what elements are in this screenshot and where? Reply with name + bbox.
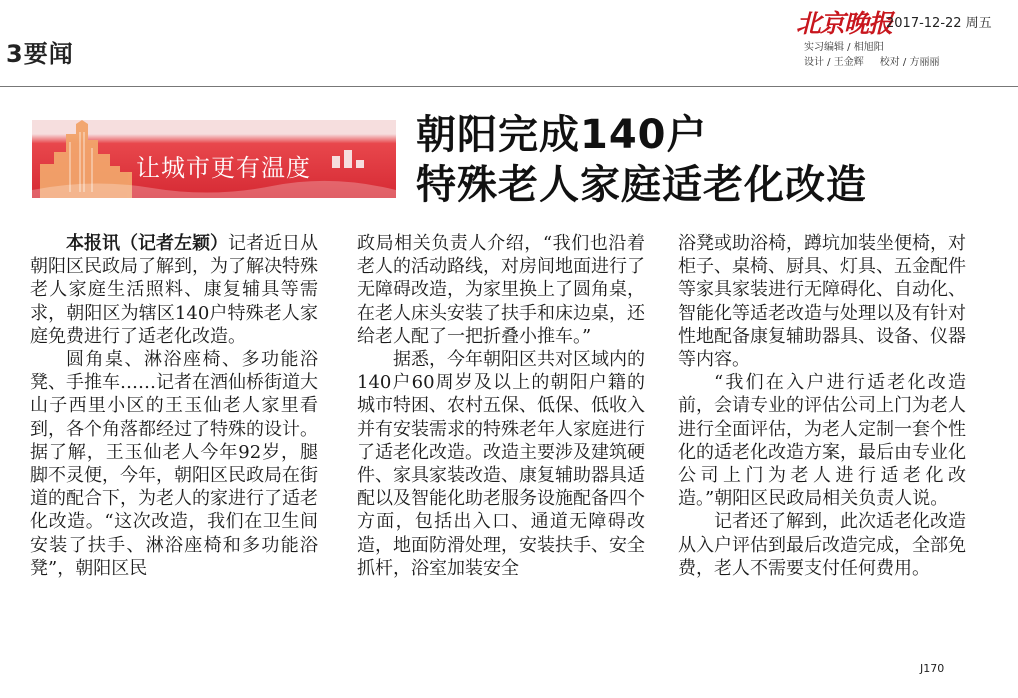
article-headline [416, 110, 867, 210]
editorial-credits [804, 40, 939, 70]
banner-title: 让城市更有温度 [136, 154, 311, 182]
article-paragraph: “我们在入户进行适老化改造前，会请专业的评估公司上门为老人进行全面评估，为老人定制一套个性化的适老化改造方案，最后由专业化公司上门为老人进行适老化改造。”朝阳区民政局相关负责人说。 [678, 372, 966, 510]
paragraph-text: 记者近日从朝阳区民政局了解到，为了解决特殊老人家庭生活照料、康复辅具等需求，朝阳区为辖区140户特殊老人家庭免费进行了适老化改造。 [30, 233, 318, 347]
article-paragraph: 政局相关负责人介绍，“我们也沿着老人的活动路线，对房间地面进行了无障碍改造，为家里换上了圆角桌，在老人床头安装了扶手和床边桌，还给老人配了一把折叠小推车。” [357, 233, 645, 347]
page-header [0, 0, 1018, 84]
article-paragraph: 记者还了解到，此次适老化改造从入户评估到最后改造完成，全部免费，老人不需要支付任何费用。 [678, 511, 966, 579]
page-label: 3要闻 [6, 40, 74, 68]
article-code: J170 [920, 662, 945, 675]
newspaper-masthead: 北京晚报 [796, 9, 893, 38]
article-column-1 [30, 232, 318, 580]
article-paragraph: 浴凳或助浴椅，蹲坑加装坐便椅，对柜子、桌椅、厨具、灯具、五金配件等家具家装进行无障碍化、自动化、智能化等适老改造与处理以及有针对性地配备康复辅助器具、设备、仪器等内容。 [678, 233, 966, 371]
design-proof-credit [804, 55, 939, 70]
article-column-3 [678, 232, 966, 580]
proofreader-credit: 校对 / 方丽丽 [879, 57, 940, 68]
article-paragraph: 据悉，今年朝阳区共对区域内的140户60周岁及以上的朝阳户籍的城市特困、农村五保、低保、低收入并有安装需求的特殊老年人家庭进行了适老化改造。改造主要涉及建筑硬件、家具家装改造、康复辅助器具适配以及智能化助老服务设施配备四个方面，包括出入口、通道无障碍改造，地面防滑处理，安装扶手、安全抓杆，浴室加装安全 [357, 349, 645, 579]
article-paragraph [30, 232, 318, 348]
headline-line-2: 特殊老人家庭适老化改造 [416, 162, 867, 208]
issue-date: 2017-12-22 周五 [886, 16, 992, 31]
header-divider [0, 86, 1018, 87]
headline-line-1: 朝阳完成140户 [416, 112, 708, 158]
designer-credit: 设计 / 王金辉 [804, 57, 864, 68]
article-column-2 [357, 232, 645, 580]
byline: 本报讯（记者左颖） [66, 233, 228, 254]
article-paragraph: 圆角桌、淋浴座椅、多功能浴凳、手推车……记者在酒仙桥街道大山子西里小区的王玉仙老人家里看到，各个角落都经过了特殊的设计。据了解，王玉仙老人今年92岁，腿脚不灵便，今年，朝阳区民政局在街道的配合下，为老人的家进行了适老化改造。“这次改造，我们在卫生间安装了扶手、淋浴座椅和多功能浴凳”，朝阳区民 [30, 349, 318, 579]
editor-credit: 实习编辑 / 相旭阳 [804, 42, 884, 53]
column-banner [32, 120, 396, 198]
